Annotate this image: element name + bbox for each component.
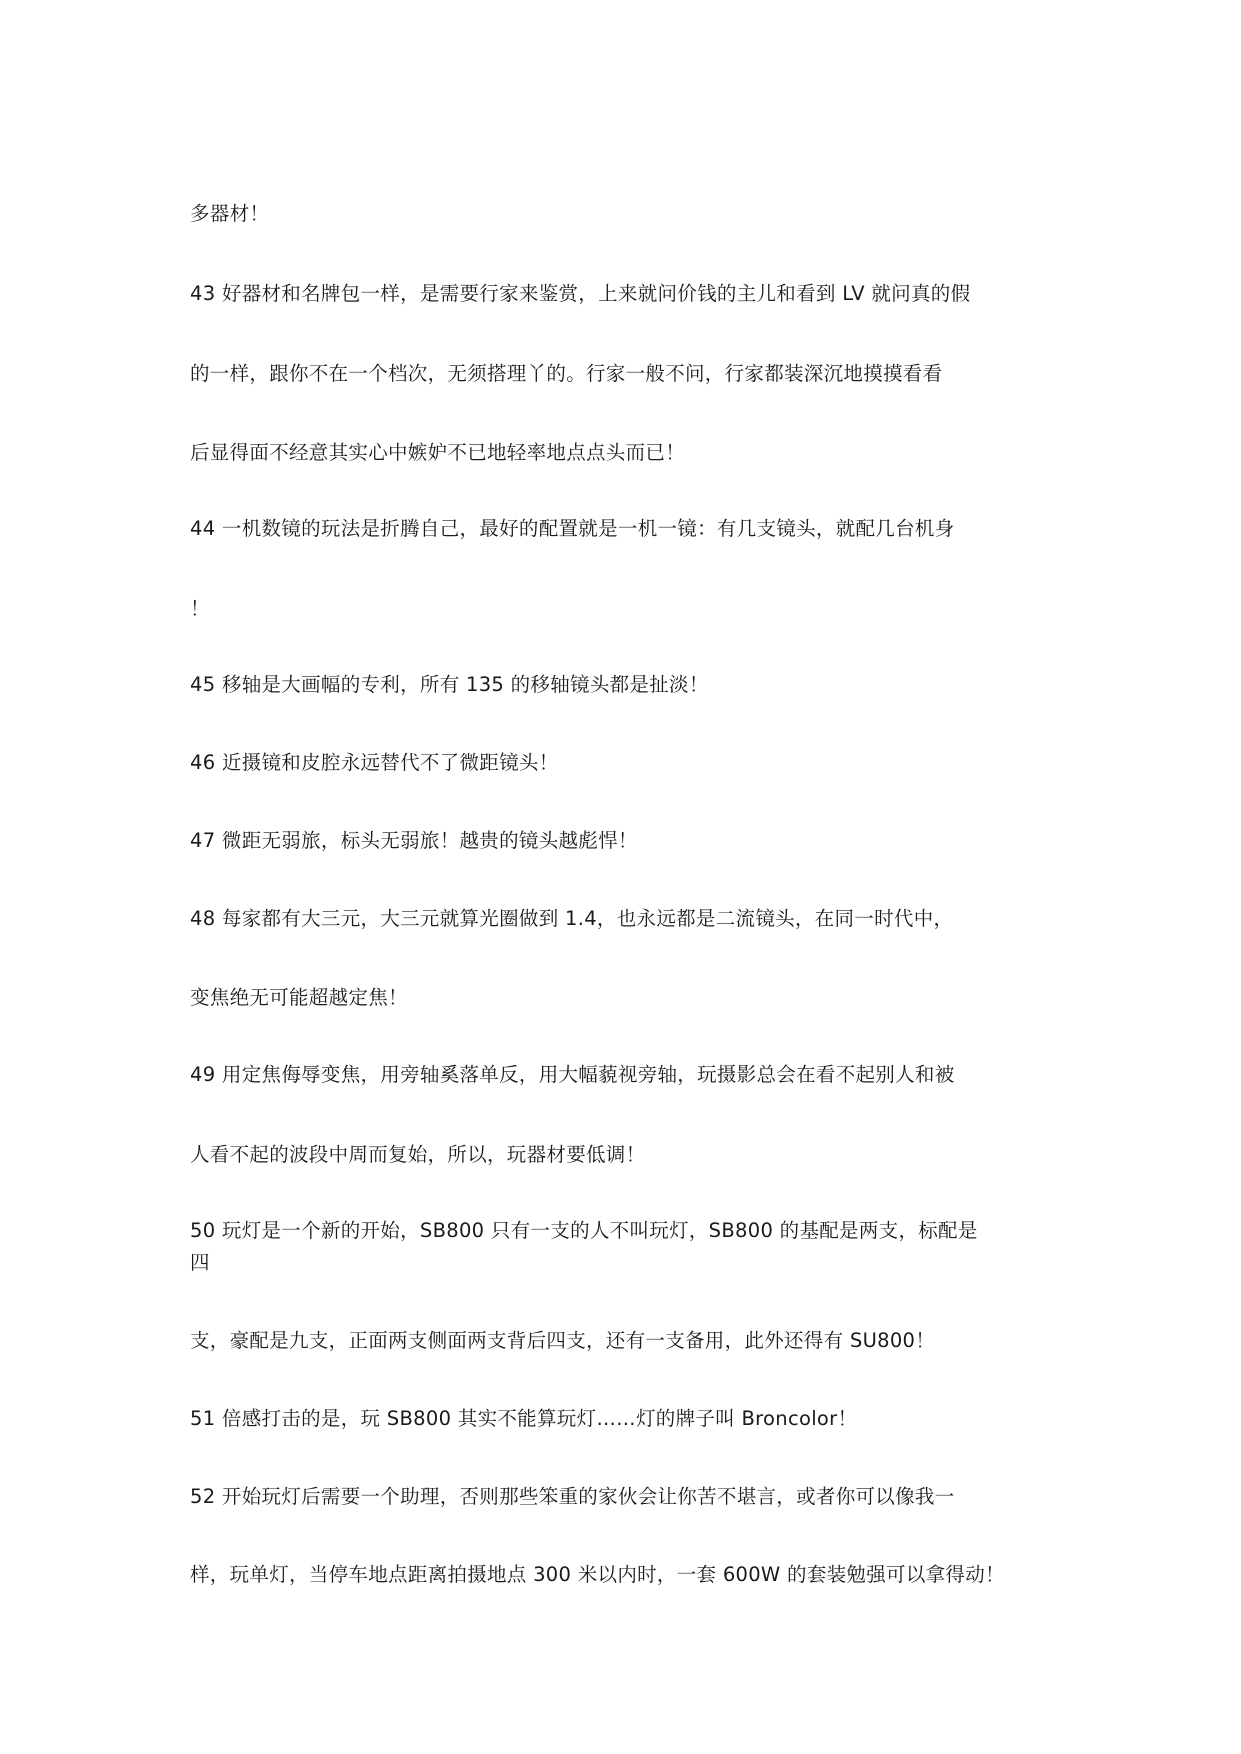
text-line-1: 多器材！ <box>190 202 270 225</box>
text-line-6: ！ <box>190 597 210 620</box>
text-line-16: 支，豪配是九支，正面两支侧面两支背后四支，还有一支备用，此外还得有 SU800！ <box>190 1329 936 1352</box>
text-line-11: 变焦绝无可能超越定焦！ <box>190 986 408 1009</box>
text-line-15: 四 <box>190 1251 210 1274</box>
text-line-8: 46 近摄镜和皮腔永远替代不了微距镜头！ <box>190 751 559 774</box>
text-line-18: 52 开始玩灯后需要一个助理，否则那些笨重的家伙会让你苦不堪言，或者你可以像我一 <box>190 1485 955 1508</box>
text-line-3: 的一样，跟你不在一个档次，无须搭理丫的。行家一般不问，行家都装深沉地摸摸看看 <box>190 362 943 385</box>
text-line-7: 45 移轴是大画幅的专利，所有 135 的移轴镜头都是扯淡！ <box>190 673 709 696</box>
text-line-5: 44 一机数镜的玩法是折腾自己，最好的配置就是一机一镜：有几支镜头，就配几台机身 <box>190 517 955 540</box>
text-line-19: 样，玩单灯，当停车地点距离拍摄地点 300 米以内时，一套 600W 的套装勉强可以拿得动！ <box>190 1563 1005 1586</box>
text-line-4: 后显得面不经意其实心中嫉妒不已地轻率地点点头而已！ <box>190 441 686 464</box>
text-line-9: 47 微距无弱旅，标头无弱旅！越贵的镜头越彪悍！ <box>190 829 638 852</box>
text-line-13: 人看不起的波段中周而复始，所以，玩器材要低调！ <box>190 1143 646 1166</box>
text-line-10: 48 每家都有大三元，大三元就算光圈做到 1.4，也永远都是二流镜头，在同一时代中， <box>190 907 954 930</box>
text-line-17: 51 倍感打击的是，玩 SB800 其实不能算玩灯……灯的牌子叫 Broncolor！ <box>190 1407 858 1430</box>
text-line-14: 50 玩灯是一个新的开始，SB800 只有一支的人不叫玩灯，SB800 的基配是两支，标配是 <box>190 1219 978 1242</box>
text-line-12: 49 用定焦侮辱变焦，用旁轴奚落单反，用大幅藐视旁轴，玩摄影总会在看不起别人和被 <box>190 1063 955 1086</box>
text-line-2: 43 好器材和名牌包一样，是需要行家来鉴赏，上来就问价钱的主儿和看到 LV 就问真的假 <box>190 282 971 305</box>
